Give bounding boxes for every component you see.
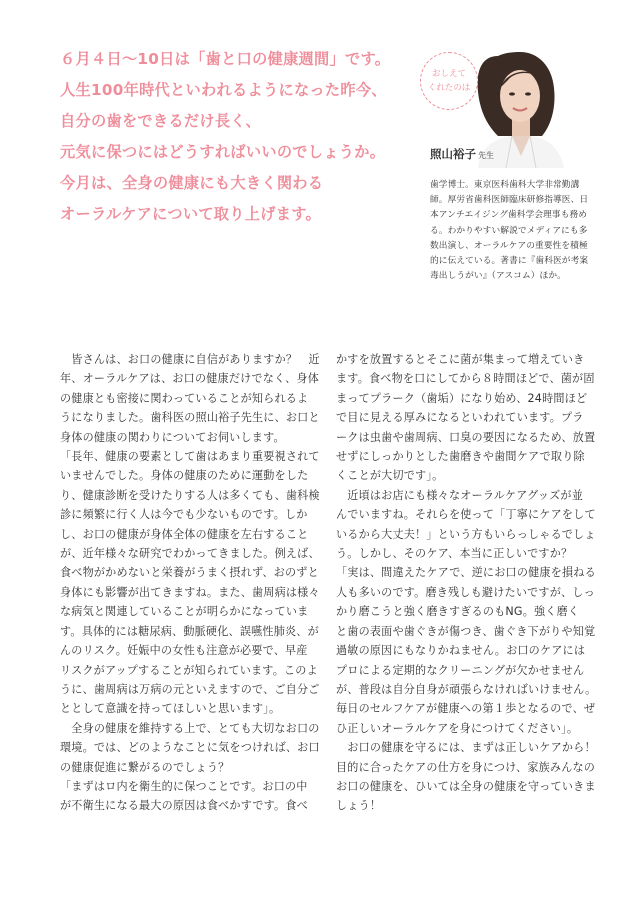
article-line: プロによる定期的なクリーニングが欠かせません — [336, 663, 585, 677]
article-line: 「まずはロ内を衛生的に保つことです。お口の中 — [60, 779, 308, 793]
article-line: ととして意識を持ってほしいと思います」。 — [60, 702, 281, 716]
article-line: 毎日のセルフケアが健康への第１歩となるので、ぜ — [336, 702, 596, 716]
article-line: 全身の健康を維持する上で、とても大切なお口の — [60, 721, 320, 735]
article-line: かすを放置するとそこに菌が集まって増えていき — [336, 353, 585, 366]
article-line: 皆さんは、お口の健康に自信がありますか？ 近 — [60, 353, 320, 366]
lead-line: 元気に保つにはどうすればいいのでしょうか。 — [60, 143, 386, 161]
article-line: お口の健康を守るには、まずは正しいケアから！ — [336, 741, 596, 755]
article-line: が、普段は自分自身が頑張らなければいけません。 — [336, 682, 597, 696]
article-line: くことが大切です」。 — [336, 469, 444, 483]
bio-line: 歯学博士。東京医科歯科大学非常勤講 — [430, 180, 580, 190]
lead-line: 今月は、全身の健康にも大きく関わる — [60, 174, 324, 192]
article-line: 過敏の原因にもなりかねません。お口のケアには — [336, 644, 586, 658]
article-line: 食べ物がかめないと栄養がうまく摂れず、おのずと — [60, 566, 319, 580]
doctor-name — [430, 146, 494, 162]
article-line: が、近年様々な研究でわかってきました。例えば、 — [60, 547, 320, 561]
article-line: が不衛生になる最大の原因は食べかすです。食べ — [60, 799, 308, 813]
lead-line: オーラルケアについて取り上げます。 — [60, 205, 322, 223]
badge-line-1: おしえて — [431, 69, 466, 79]
article-line: と歯の表面や歯ぐきが傷つき、歯ぐき下がりや知覚 — [336, 624, 596, 638]
article-line: 環境。では、どのようなことに気をつければ、お口 — [60, 741, 320, 755]
article-line: リスクがアップすることが知られています。このよ — [60, 663, 318, 677]
doctor-title: 先生 — [478, 151, 494, 160]
article-line: うに、歯周病は万病の元といえますので、ご自分ご — [60, 682, 320, 696]
bio-line: 師。厚労省歯科医師臨床研修指導医、日 — [430, 195, 589, 206]
article-line: 近頃はお店にも様々なオーラルケアグッズが並 — [336, 488, 584, 502]
article-line: の健康促進に繋がるのでしょう？ — [60, 760, 230, 774]
article-line: んのリスク。妊娠中の女性も注意が必要で、早産 — [60, 644, 308, 658]
article-line: いるから大丈夫！」という方もいらっしゃるでしょ — [336, 527, 596, 541]
lead-line: ６月４日～10日は「歯と口の健康週間」です。 — [60, 50, 391, 68]
lead-line: 人生100年時代といわれるようになった昨今、 — [60, 81, 387, 99]
article-line: う。しかし、そのケア、本当に正しいですか？ — [336, 547, 573, 561]
article-line: 年、オーラルケアは、お口の健康だけでなく、身体 — [60, 372, 319, 386]
article-line: ークは虫歯や歯周病、口臭の要因になるため、放置 — [336, 430, 596, 444]
article-line: 診に頻繁に行く人は今でも少ないものです。しか — [60, 508, 308, 522]
doctor-bio — [430, 178, 592, 284]
article-column-right — [336, 350, 604, 816]
bio-line: 的に伝えている。著書に『歯科医が考案 — [430, 256, 589, 267]
article-column-left — [60, 350, 328, 816]
bio-line: 毒出しうがい』（アスコム）ほか。 — [430, 271, 566, 282]
article-line: 目的に合ったケアの仕方を身につけ、家族みんなの — [336, 760, 596, 774]
article-line: まってプラーク（歯垢）になり始め、24時間ほど — [336, 391, 588, 405]
bio-line: 本アンチエイジング歯科学会理事も務め — [430, 210, 588, 221]
article-line: 「長年、健康の要素として歯はあまり重要視されて — [60, 450, 320, 464]
article-line: 身体の健康の関わりについてお伺いします。 — [60, 430, 285, 444]
intro-badge — [420, 52, 478, 110]
article-line: 「実は、間違えたケアで、逆にお口の健康を損ねる — [336, 566, 596, 580]
article-line: お口の健康を、ひいては全身の健康を守っていきま — [336, 779, 596, 793]
article-line: 人も多いのです。磨き残しも避けたいですが、しっ — [336, 585, 595, 599]
article-line: しょう！ — [336, 799, 382, 813]
article-line: いませんでした。身体の健康のために運動をした — [60, 469, 309, 483]
lead-line: 自分の歯をできるだけ長く、 — [60, 112, 262, 130]
article-line: うになりました。歯科医の照山裕子先生に、お口と — [60, 411, 320, 425]
article-line: な病気と関連していることが明らかになっていま — [60, 605, 309, 619]
article-line: の健康とも密接に関わっていることが知られるよ — [60, 391, 309, 405]
article-line: し、お口の健康が身体全体の健康を左右すること — [60, 527, 309, 541]
article-line: す。具体的には糖尿病、動脈硬化、誤嚥性肺炎、が — [60, 624, 319, 638]
article-line: 身体にも影響が出てきますね。また、歯周病は様々 — [60, 585, 320, 599]
article-line: ます。食べ物を口にしてから８時間ほどで、菌が固 — [336, 372, 595, 386]
article-line: で目に見える厚みになるといわれています。プラ — [336, 411, 584, 425]
article-line: かり磨こうと強く磨きすぎるのもNG。強く磨く — [336, 605, 580, 619]
lead-paragraph — [60, 44, 440, 230]
bio-line: る。わかりやすい解説でメディアにも多 — [430, 225, 588, 236]
bio-line: 数出演し、オーラルケアの重要性を積極 — [430, 240, 588, 251]
badge-line-2: くれたのは — [427, 83, 471, 93]
article-line: り、健康診断を受けたりする人は多くても、歯科検 — [60, 488, 320, 502]
article-line: ひ正しいオーラルケアを身につけてください」。 — [336, 721, 579, 735]
doctor-name-text: 照山裕子 — [430, 147, 476, 161]
article-line: んでいますね。それらを使って「丁寧にケアをして — [336, 508, 596, 522]
article-line: せずにしっかりとした歯磨きや歯間ケアで取り除 — [336, 450, 585, 464]
